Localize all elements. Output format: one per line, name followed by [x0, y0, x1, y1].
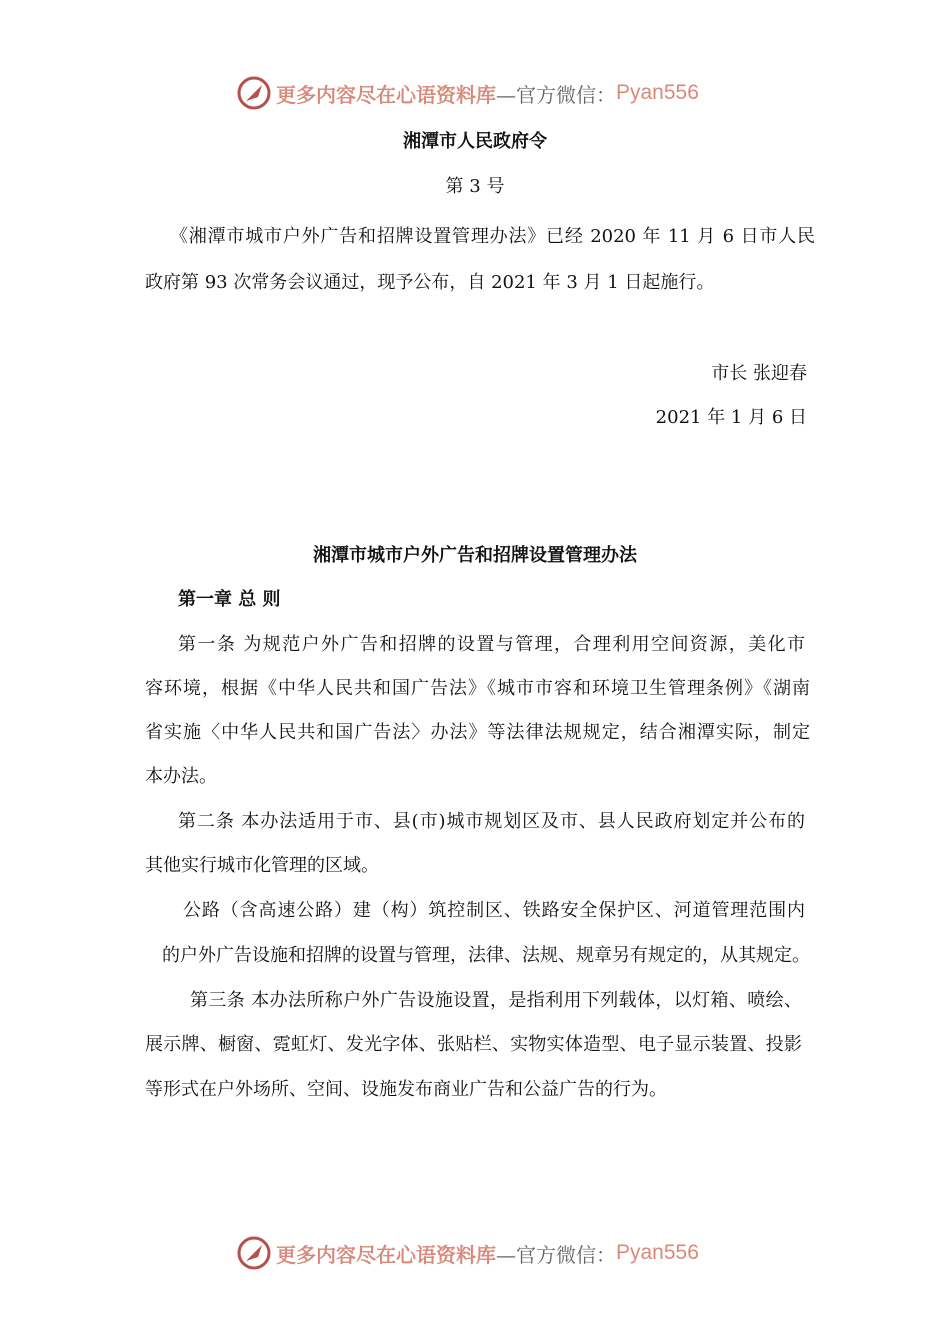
watermark-site-text: 更多内容尽在心语资料库 — [276, 82, 496, 107]
article-line: 的户外广告设施和招牌的设置与管理，法律、法规、规章另有规定的，从其规定。 — [162, 945, 810, 966]
order-title: 湘潭市人民政府令 — [403, 131, 547, 152]
watermark-wechat-id: Pyan556 — [616, 1241, 699, 1264]
regulation-title: 湘潭市城市户外广告和招牌设置管理办法 — [313, 545, 637, 566]
article-line: 本办法。 — [145, 766, 217, 787]
article-line: 容环境，根据《中华人民共和国广告法》《城市市容和环境卫生管理条例》《湖南 — [145, 678, 810, 699]
quill-logo-icon — [236, 1235, 272, 1271]
watermark-header — [236, 75, 699, 111]
chapter-heading: 第一章 总 则 — [178, 589, 281, 610]
order-body-line: 《湘潭市城市户外广告和招牌设置管理办法》已经 2020 年 11 月 6 日市人民 — [170, 226, 815, 247]
article-line: 省实施〈中华人民共和国广告法〉办法》等法律法规规定，结合湘潭实际，制定 — [145, 722, 810, 743]
quill-logo-icon — [236, 75, 272, 111]
order-number: 第 3 号 — [445, 176, 505, 197]
article-line: 等形式在户外场所、空间、设施发布商业广告和公益广告的行为。 — [145, 1079, 667, 1100]
watermark-wechat-id: Pyan556 — [616, 81, 699, 104]
article-line: 其他实行城市化管理的区域。 — [145, 855, 379, 876]
article-line: 展示牌、橱窗、霓虹灯、发光字体、张贴栏、实物实体造型、电子显示装置、投影 — [145, 1034, 802, 1055]
watermark-wechat-label: —官方微信： — [496, 82, 616, 107]
article-line: 第三条 本办法所称户外广告设施设置，是指利用下列载体，以灯箱、喷绘、 — [190, 990, 802, 1011]
article-line: 第二条 本办法适用于市、县(市)城市规划区及市、县人民政府划定并公布的 — [178, 811, 805, 832]
article-line: 第一条 为规范户外广告和招牌的设置与管理，合理利用空间资源，美化市 — [178, 634, 805, 655]
watermark-footer — [236, 1235, 699, 1271]
article-line: 公路（含高速公路）建（构）筑控制区、铁路安全保护区、河道管理范围内 — [183, 900, 805, 921]
watermark-site-text: 更多内容尽在心语资料库 — [276, 1242, 496, 1267]
signatory: 市长 张迎春 — [711, 363, 807, 384]
watermark-wechat-label: —官方微信： — [496, 1242, 616, 1267]
order-body-line: 政府第 93 次常务会议通过，现予公布，自 2021 年 3 月 1 日起施行。 — [145, 272, 715, 293]
order-date: 2021 年 1 月 6 日 — [655, 407, 807, 428]
